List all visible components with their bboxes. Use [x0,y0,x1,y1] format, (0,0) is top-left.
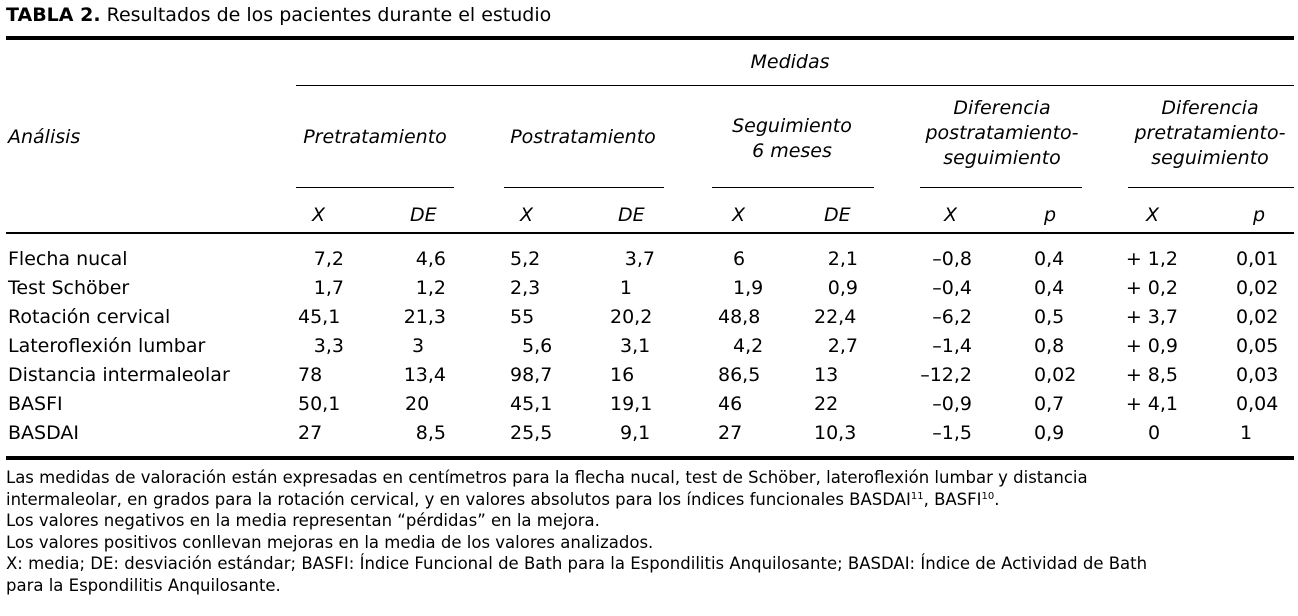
cell-post-x: 45,1 [510,393,553,415]
subheader-pre-de: DE [410,204,437,226]
subheader-difpost-p: p [1044,204,1057,226]
cell-seg-x: 48,8 [718,306,761,328]
cell-difpre-x: + 8,5 [1125,364,1178,386]
cell-seg-de: 22 [814,393,839,415]
cell-difpost-x: –1,5 [932,422,972,444]
cell-difpre-p: 0,05 [1236,335,1279,357]
cell-difpre-x: 0 [1148,422,1161,444]
cell-seg-x: 1,9 [733,277,764,299]
cell-seg-x: 6 [733,248,746,270]
cell-post-de: 16 [610,364,635,386]
cell-difpost-p: 0,4 [1034,248,1065,270]
cell-difpost-x: –1,4 [932,335,972,357]
note-units-text-a: intermaleolar, en grados para la rotación cervical, y en valores absolutos para los índices funcionales BASDAI [6,489,911,509]
subheader-difpost-x: X [944,204,958,226]
cell-post-de: 9,1 [620,422,651,444]
bottom-rule [6,456,1294,460]
cell-pre-de: 21,3 [403,306,446,328]
cell-difpost-x: –12,2 [920,364,972,386]
cell-difpost-p: 0,5 [1034,306,1065,328]
postratamiento-underline [504,187,664,188]
cell-difpre-p: 0,03 [1236,364,1279,386]
cell-difpre-p: 0,02 [1236,306,1279,328]
subheader-difpre-p: p [1253,204,1266,226]
header-diferencia-pre-line-3: seguimiento [1151,147,1269,169]
table-caption [6,4,551,26]
subheader-difpre-x: X [1146,204,1160,226]
header-seguimiento [712,114,872,164]
cell-seg-x: 4,2 [733,335,764,357]
ref-basdai: 11 [910,490,924,502]
cell-difpre-p: 0,01 [1236,248,1279,270]
header-medidas: Medidas [750,51,830,73]
header-analisis: Análisis [8,126,81,148]
cell-seg-x: 46 [718,393,743,415]
cell-seg-de: 2,7 [827,335,858,357]
header-postratamiento: Postratamiento [510,126,656,148]
header-seguimiento-line-1: Seguimiento [732,115,852,137]
cell-pre-x: 50,1 [298,393,341,415]
cell-post-de: 3,1 [620,335,651,357]
cell-difpre-x: + 0,9 [1125,335,1178,357]
header-pretratamiento: Pretratamiento [303,126,447,148]
cell-seg-de: 22,4 [814,306,857,328]
subheader-pre-x: X [312,204,326,226]
header-rule [6,232,1294,234]
table-notes [6,467,1147,597]
cell-post-de: 20,2 [610,306,653,328]
cell-seg-de: 0,9 [827,277,858,299]
subheader-post-x: X [520,204,534,226]
ref-basfi: 10 [981,490,995,502]
cell-pre-de: 8,5 [415,422,446,444]
cell-post-x: 25,5 [510,422,553,444]
row-label: Rotación cervical [8,306,171,328]
cell-difpre-x: + 3,7 [1125,306,1178,328]
header-seguimiento-line-2: 6 meses [752,140,832,162]
row-label: Distancia intermaleolar [8,364,230,386]
cell-difpost-p: 0,7 [1034,393,1065,415]
cell-seg-de: 10,3 [814,422,857,444]
cell-difpost-p: 0,8 [1034,335,1065,357]
seguimiento-underline [712,187,874,188]
diferencia-pre-underline [1128,187,1294,188]
diferencia-post-underline [920,187,1082,188]
header-diferencia-post-line-3: seguimiento [943,147,1061,169]
note-positive-values: Los valores positivos conllevan mejoras en la media de los valores analizados. [6,532,654,552]
cell-pre-x: 45,1 [298,306,341,328]
table-caption-title: Resultados de los pacientes durante el estudio [106,4,552,26]
subheader-seg-x: X [732,204,746,226]
cell-difpost-x: –0,9 [932,393,972,415]
header-diferencia-pre-line-2: pretratamiento- [1134,122,1286,144]
cell-post-de: 19,1 [610,393,653,415]
header-diferencia-pre-line-1: Diferencia [1161,97,1259,119]
cell-difpre-x: + 0,2 [1125,277,1178,299]
subheader-seg-de: DE [824,204,851,226]
note-abbreviations-line-1: X: media; DE: desviación estándar; BASFI: Índice Funcional de Bath para la Espondilitis Anquilosante; BASDAI: Índice de Actividad de Bath [6,554,1148,574]
cell-pre-x: 27 [298,422,323,444]
header-diferencia-post [912,96,1092,171]
medidas-underline [296,85,1294,86]
header-diferencia-pre [1120,96,1298,171]
cell-seg-x: 86,5 [718,364,761,386]
cell-difpre-p: 0,02 [1236,277,1279,299]
cell-post-x: 2,3 [510,277,541,299]
cell-post-x: 5,6 [522,335,553,357]
note-units-text-b: , BASFI [923,489,982,509]
cell-pre-x: 7,2 [313,248,344,270]
row-label: BASDAI [8,422,79,444]
cell-pre-de: 1,2 [415,277,446,299]
note-negative-values: Los valores negativos en la media representan “pérdidas” en la mejora. [6,511,600,531]
note-abbreviations-line-2: para la Espondilitis Anquilosante. [6,575,281,595]
cell-post-de: 3,7 [624,248,655,270]
row-label: BASFI [8,393,63,415]
cell-pre-x: 78 [298,364,323,386]
cell-difpost-x: –0,4 [932,277,972,299]
cell-difpre-p: 0,04 [1236,393,1279,415]
cell-seg-x: 27 [718,422,743,444]
cell-difpre-x: + 4,1 [1125,393,1178,415]
cell-difpost-p: 0,02 [1034,364,1077,386]
cell-pre-x: 3,3 [313,335,344,357]
row-label: Lateroflexión lumbar [8,335,206,357]
cell-difpre-x: + 1,2 [1125,248,1178,270]
cell-difpost-x: –0,8 [932,248,972,270]
cell-difpre-p: 1 [1240,422,1253,444]
note-units-line-1: Las medidas de valoración están expresadas en centímetros para la flecha nucal, test de Schöber, lateroflexión lumbar y distancia [6,468,1088,487]
note-units-line-2 [6,489,1147,511]
subheader-post-de: DE [618,204,645,226]
header-diferencia-post-line-2: postratamiento- [925,122,1079,144]
table-caption-label: TABLA 2. [6,4,101,26]
cell-pre-de: 20 [405,393,430,415]
cell-post-de: 1 [619,277,632,299]
cell-post-x: 5,2 [510,248,541,270]
cell-seg-de: 13 [814,364,839,386]
cell-difpost-x: –6,2 [932,306,972,328]
pretratamiento-underline [296,187,454,188]
cell-pre-de: 13,4 [403,364,446,386]
cell-difpost-p: 0,4 [1034,277,1065,299]
cell-pre-x: 1,7 [313,277,344,299]
header-diferencia-post-line-1: Diferencia [953,97,1051,119]
cell-post-x: 98,7 [510,364,553,386]
cell-post-x: 55 [510,306,535,328]
top-rule [6,36,1294,40]
row-label: Test Schöber [8,277,130,299]
cell-pre-de: 3 [412,335,425,357]
note-units-text-c: . [994,489,1000,509]
row-label: Flecha nucal [8,248,128,270]
cell-difpost-p: 0,9 [1034,422,1065,444]
cell-seg-de: 2,1 [827,248,858,270]
cell-pre-de: 4,6 [415,248,446,270]
